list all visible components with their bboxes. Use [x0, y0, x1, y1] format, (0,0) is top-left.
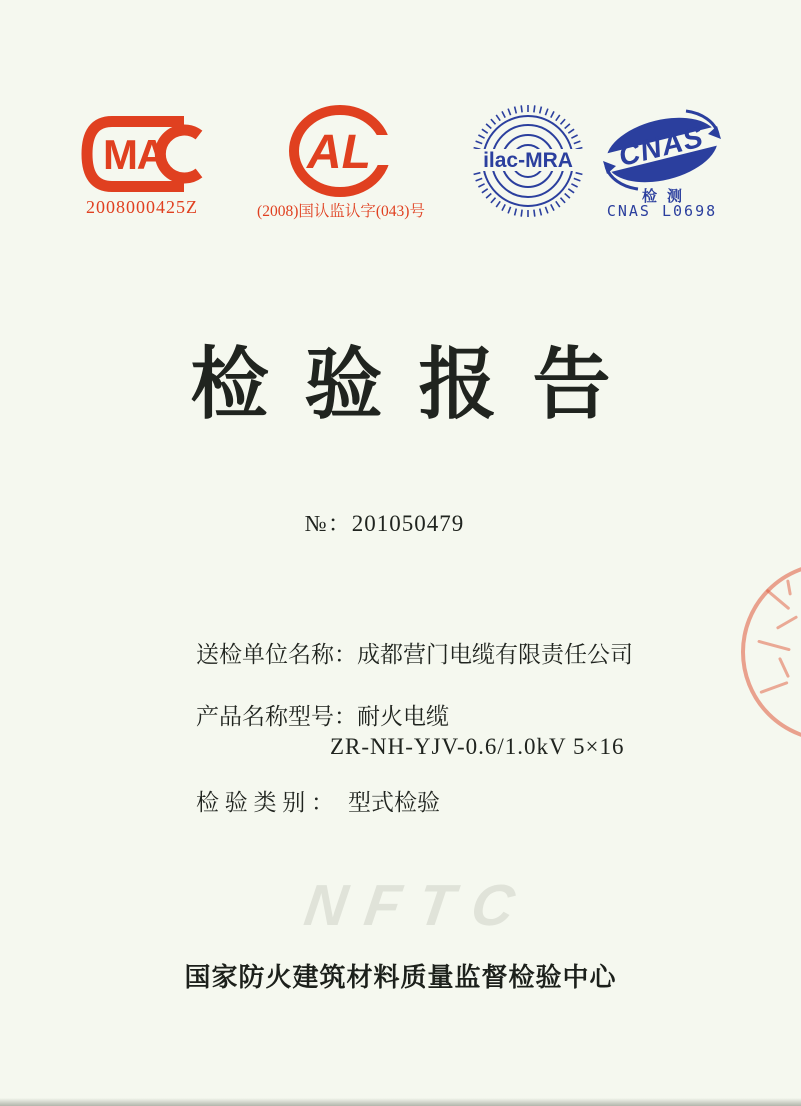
nftc-watermark: NFTC [300, 873, 537, 938]
cnas-certificate-number: CNAS L0698 [606, 202, 718, 220]
inspection-type-label: 检 验 类 别 ： [196, 790, 334, 815]
inspection-type-field [196, 784, 440, 817]
cma-letters: MA [103, 131, 167, 178]
report-number [0, 505, 785, 538]
stamp-character-stroke [766, 589, 791, 611]
client-label: 送检单位名称： [196, 642, 357, 667]
cnas-scope-label: 检测 [641, 188, 692, 205]
product-model-line [330, 734, 624, 760]
report-number-label: №： [304, 511, 352, 536]
cal-certificate-number: (2008)国认监认字(043)号 [257, 203, 425, 220]
report-number-value: 201050479 [351, 511, 465, 536]
product-label: 产品名称型号： [196, 704, 357, 729]
cma-logo-icon [78, 114, 206, 194]
stamp-character-stroke [759, 681, 788, 694]
product-model-value: ZR-NH-YJV-0.6/1.0kV 5×16 [330, 734, 625, 759]
cal-letters: AL [307, 126, 371, 179]
ilac-mra-logo-icon [466, 98, 590, 222]
stamp-character-stroke [778, 657, 790, 678]
report-title: 检验报告 [190, 340, 647, 428]
cma-certificate-number: 2008000425Z [86, 197, 198, 217]
stamp-character-stroke [786, 579, 792, 595]
scan-bottom-edge [0, 1098, 801, 1106]
cnas-label: CNAS [615, 121, 707, 174]
product-value: 耐火电缆 [357, 704, 449, 729]
product-field [196, 698, 449, 731]
client-value: 成都营门电缆有限责任公司 [357, 642, 633, 667]
stamp-character-stroke [776, 615, 798, 630]
cal-logo-icon [287, 104, 393, 204]
official-stamp [741, 562, 801, 742]
inspection-type-value: 型式检验 [348, 790, 440, 815]
cnas-logo-icon [596, 106, 728, 194]
stamp-character-stroke [757, 640, 791, 652]
ilac-mra-label: ilac-MRA [483, 149, 573, 172]
organization-name: 国家防火建筑材料质量监督检验中心 [184, 962, 617, 992]
client-field [196, 636, 633, 669]
